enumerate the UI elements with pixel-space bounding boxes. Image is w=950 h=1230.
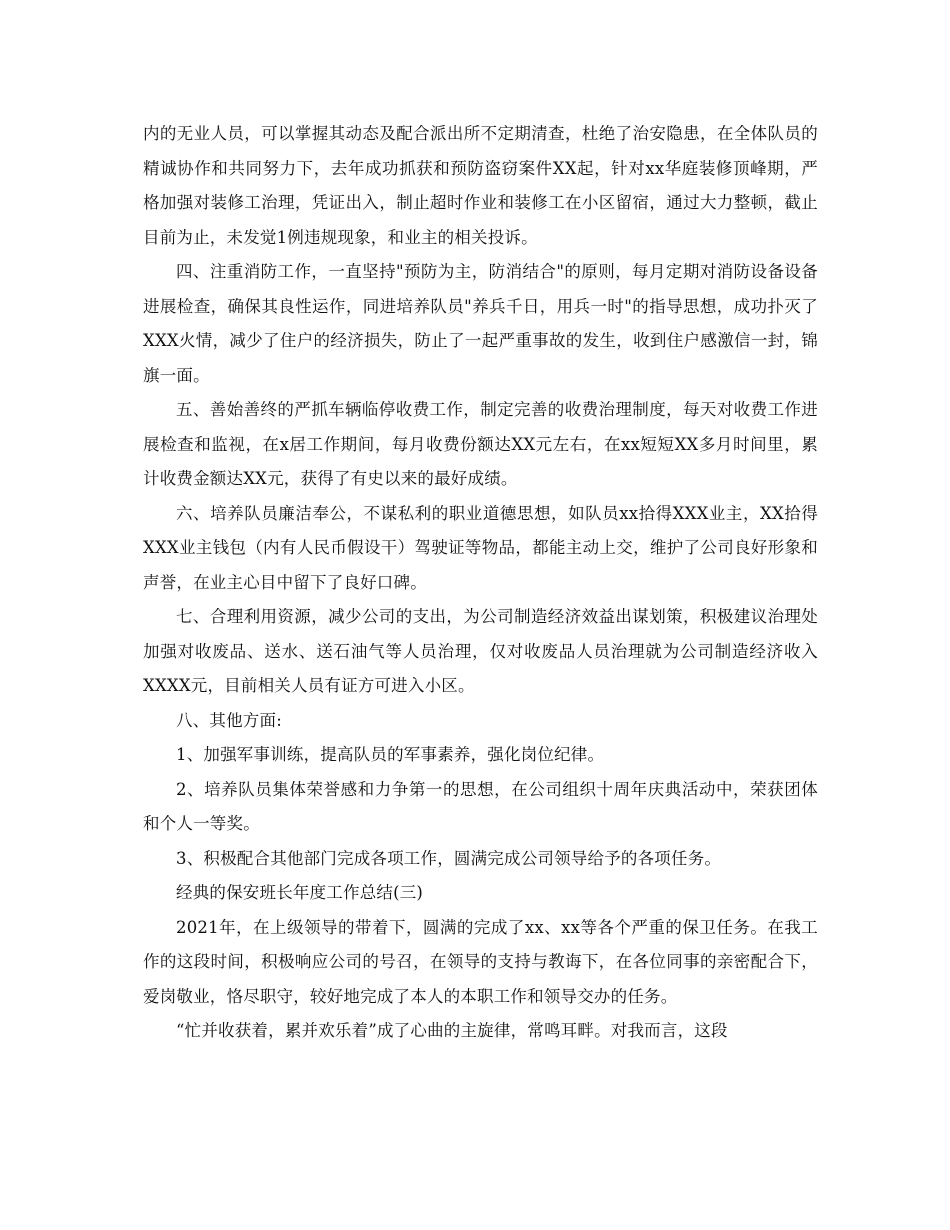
paragraph-fire-safety: 四、注重消防工作，一直坚持"预防为主，防消结合"的原则，每月定期对消防设备设备进展检查，确保其良性运作，同进培养队员"养兵千日，用兵一时"的指导思想，成功扑灭了XXX火情，减少了住户的经济损失，防止了一起严重事故的发生，收到住户感激信一封，锦旗一面。 [143,262,818,385]
section-title: 经典的保安班长年度工作总结(三) [176,883,424,902]
paragraph-other-heading: 八、其他方面: [176,710,282,730]
paragraph-item-1: 1、加强军事训练，提高队员的军事素养，强化岗位纪律。 [176,745,605,764]
paragraph-2021: 2021年，在上级领导的带着下，圆满的完成了xx、xx等各个严重的保卫任务。在我工作的这段时间，积极响应公司的号召，在领导的支持与教诲下，在各位同事的亲密配合下，爱岗敬业，恪尽职守，较好地完成了本人的本职工作和领导交办的任务。 [143,917,818,1006]
document-body [143,117,818,1049]
paragraph-parking-fees: 五、善始善终的严抓车辆临停收费工作，制定完善的收费治理制度，每天对收费工作进展检查和监视，在x居工作期间，每月收费份额达XX元左右，在xx短短XX多月时间里，累计收费金额达XX元，获得了有史以来的最好成绩。 [143,400,818,488]
paragraph-item-3: 3、积极配合其他部门完成各项工作，圆满完成公司领导给予的各项任务。 [176,848,722,868]
paragraph-integrity: 六、培养队员廉洁奉公，不谋私利的职业道德思想，如队员xx拾得XXX业主，XX拾得XXX业主钱包（内有人民币假设干）驾驶证等物品，都能主动上交，维护了公司良好形象和声誉，在业主心目中留下了良好口碑。 [143,503,818,592]
paragraph-busy: “忙并收获着，累并欢乐着”成了心曲的主旋律，常鸣耳畔。对我而言，这段 [176,1021,728,1040]
paragraph-resources: 七、合理利用资源，减少公司的支出，为公司制造经济效益出谋划策，积极建议治理处加强对收废品、送水、送石油气等人员治理，仅对收废品人员治理就为公司制造经济收入XXXX元，目前相关人员有证方可进入小区。 [143,607,818,695]
paragraph-item-2: 2、培养队员集体荣誉感和力争第一的思想，在公司组织十周年庆典活动中，荣获团体和个人一等奖。 [143,779,818,833]
paragraph-continuation: 内的无业人员，可以掌握其动态及配合派出所不定期清查，杜绝了治安隐患，在全体队员的精诚协作和共同努力下，去年成功抓获和预防盗窃案件XX起，针对xx华庭装修顶峰期，严格加强对装修工治理，凭证出入，制止超时作业和装修工在小区留宿，通过大力整顿，截止目前为止，未发觉1例违规现象，和业主的相关投诉。 [143,124,818,247]
